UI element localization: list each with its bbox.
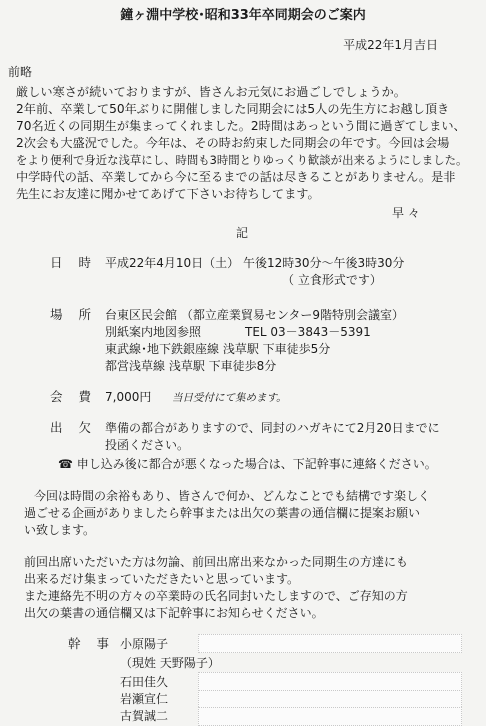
organizer-name: 古賀誠二 — [120, 709, 169, 723]
organizer-name: 岩瀬宣仁 — [120, 692, 169, 706]
organizers-label: 幹 事 — [68, 636, 115, 651]
para3-line: また連絡先不明の方々の卒業時の氏名同封いたしますので、ご存知の方 — [24, 589, 408, 603]
organizer-name: 石田佳久 — [120, 675, 169, 689]
body-line: 2年前、卒業して50年ぶりに開催しました同期会には5人の先生方にお越し頂き — [16, 102, 450, 116]
rsvp-line1: 準備の都合がありますので、同封のハガキにて2月20日までに — [105, 421, 440, 435]
body-line: 2次会も大盛況でした。今年は、その時お約束した同期会の年です。今回は会場 — [16, 136, 450, 150]
para2-line: い致します。 — [24, 523, 96, 537]
letter-title: 鐘ヶ淵中学校･昭和33年卒同期会のご案内 — [120, 8, 366, 23]
para2-line: 今回は時間の余裕もあり、皆さんで何か、どんなことでも結構です楽しく — [34, 489, 431, 503]
body-line: をより便利で身近な浅草にし、時間も3時間とりゆっくり歓談が出来るようにしました。 — [16, 153, 468, 167]
place-line3: 東武線･地下鉄銀座線 浅草駅 下車徒歩5分 — [105, 342, 331, 356]
redacted-contact — [198, 672, 462, 691]
body-line: 70名近くの同期生が集まってくれました。2時間はあっという間に過ぎてしまい、 — [16, 119, 466, 133]
greeting: 前略 — [8, 65, 33, 79]
place-line4: 都営浅草線 浅草駅 下車徒歩8分 — [105, 359, 277, 373]
redacted-contact — [198, 707, 462, 726]
rsvp-tel-line: ☎ 申し込み後に都合が悪くなった場合は、下記幹事に連絡ください。 — [58, 457, 437, 471]
place-label: 場 所 — [50, 307, 97, 322]
organizer-name-note: （現姓 天野陽子） — [120, 656, 220, 670]
when-line1: 平成22年4月10日（土） 午後12時30分～午後3時30分 — [105, 256, 405, 270]
para3-line: 出欠の葉書の通信欄又は下記幹事にお知らせください。 — [24, 606, 324, 620]
body-line: 中学時代の話、卒業してから今に至るまでの話は尽きることがありません。是非 — [16, 170, 456, 184]
redacted-contact — [198, 634, 462, 653]
body-line: 厳しい寒さが続いておりますが、皆さんお元気にお過ごしでしょうか。 — [16, 85, 406, 99]
fee-label: 会 費 — [50, 389, 97, 404]
place-line2a: 別紙案内地図参照 — [105, 325, 202, 339]
rsvp-label: 出 欠 — [50, 420, 97, 435]
ki-mark: 記 — [236, 226, 249, 240]
place-tel: TEL 03－3843－5391 — [245, 325, 371, 339]
when-label: 日 時 — [50, 255, 97, 270]
para3-line: 出来るだけ集まっていただきたいと思っています。 — [24, 572, 300, 586]
organizer-name: 小原陽子 — [120, 637, 169, 651]
fee-note: 当日受付にて集めます。 — [172, 392, 287, 404]
rsvp-line2: 投函ください。 — [105, 438, 190, 452]
closing: 早 々 — [392, 206, 420, 220]
when-line2: （ 立食形式です） — [282, 273, 382, 287]
fee-value: 7,000円 — [105, 390, 152, 404]
letter-date: 平成22年1月吉日 — [343, 38, 438, 52]
para3-line: 前回出席いただいた方は勿論、前回出席出来なかった同期生の方達にも — [24, 555, 409, 569]
place-line1: 台東区民会館 （都立産業貿易センター9階特別会議室） — [105, 308, 404, 322]
para2-line: 過ごせる企画がありましたら幹事または出欠の葉書の通信欄に提案お願い — [24, 506, 421, 520]
body-line: 先生にお友達に聞かせてあげて下さいお待ちしてます。 — [16, 187, 320, 201]
